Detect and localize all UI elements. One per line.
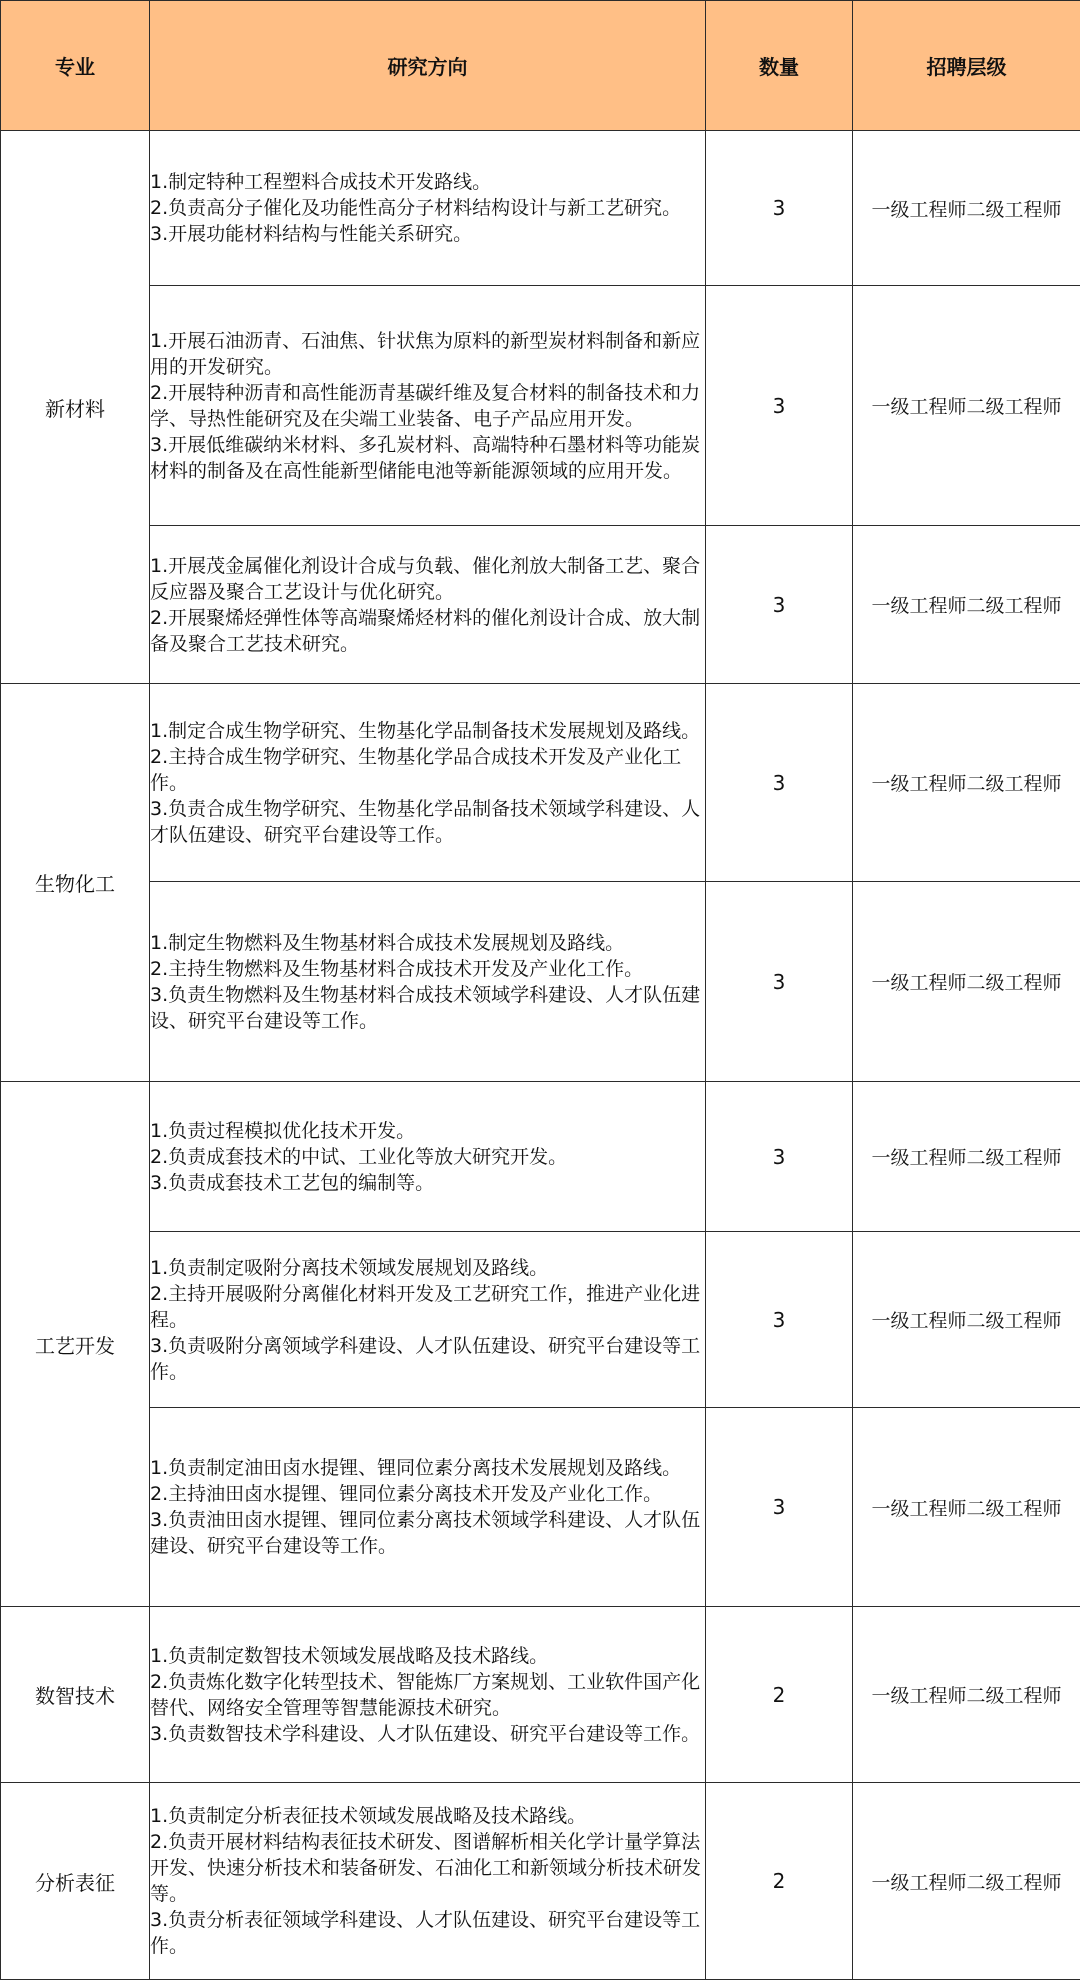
direction-line: 2.开展聚烯烃弹性体等高端聚烯烃材料的催化剂设计合成、放大制备及聚合工艺技术研究。 <box>150 606 701 655</box>
direction-cell <box>150 1082 706 1232</box>
count-cell: 3 <box>706 684 853 882</box>
direction-cell <box>150 684 706 882</box>
header-major: 专业 <box>1 1 150 131</box>
table-row <box>1 684 1080 882</box>
header-count: 数量 <box>706 1 853 131</box>
direction-line: 3.开展低维碳纳米材料、多孔炭材料、高端特种石墨材料等功能炭材料的制备及在高性能新型储能电池等新能源领域的应用开发。 <box>150 433 701 482</box>
direction-line: 3.开展功能材料结构与性能关系研究。 <box>150 223 473 245</box>
direction-line: 1.负责制定吸附分离技术领域发展规划及路线。 <box>150 1256 549 1279</box>
direction-line: 2.主持油田卤水提锂、锂同位素分离技术开发及产业化工作。 <box>150 1483 663 1505</box>
table-row <box>1 1232 1080 1408</box>
major-cell: 工艺开发 <box>1 1082 150 1607</box>
header-direction: 研究方向 <box>150 1 706 131</box>
major-cell: 生物化工 <box>1 684 150 1082</box>
table-row <box>1 1607 1080 1783</box>
count-cell: 3 <box>706 526 853 684</box>
table-row <box>1 526 1080 684</box>
count-cell: 3 <box>706 131 853 286</box>
direction-line: 1.制定特种工程塑料合成技术开发路线。 <box>150 171 492 193</box>
direction-line: 1.负责制定数智技术领域发展战略及技术路线。 <box>150 1644 549 1667</box>
count-cell: 2 <box>706 1783 853 1980</box>
direction-line: 3.负责成套技术工艺包的编制等。 <box>150 1171 435 1194</box>
level-cell: 一级工程师二级工程师 <box>853 1082 1080 1232</box>
direction-line: 1.制定合成生物学研究、生物基化学品制备技术发展规划及路线。 <box>150 719 701 742</box>
level-cell: 一级工程师二级工程师 <box>853 684 1080 882</box>
table-row <box>1 286 1080 526</box>
level-cell: 一级工程师二级工程师 <box>853 286 1080 526</box>
level-cell: 一级工程师二级工程师 <box>853 882 1080 1082</box>
count-cell: 3 <box>706 1082 853 1232</box>
direction-cell <box>150 526 706 684</box>
table-row <box>1 1783 1080 1980</box>
table-row <box>1 1082 1080 1232</box>
direction-cell <box>150 1232 706 1408</box>
direction-line: 1.负责过程模拟优化技术开发。 <box>150 1119 416 1142</box>
count-cell: 3 <box>706 882 853 1082</box>
direction-line: 1.开展茂金属催化剂设计合成与负载、催化剂放大制备工艺、聚合反应器及聚合工艺设计与优化研究。 <box>150 554 701 603</box>
direction-line: 2.负责成套技术的中试、工业化等放大研究开发。 <box>150 1145 568 1168</box>
header-row <box>1 1 1080 131</box>
direction-line: 3.负责油田卤水提锂、锂同位素分离技术领域学科建设、人才队伍建设、研究平台建设等工作。 <box>150 1509 701 1557</box>
table-body <box>1 131 1080 1980</box>
table-row <box>1 882 1080 1082</box>
count-cell: 3 <box>706 1232 853 1408</box>
header-level: 招聘层级 <box>853 1 1080 131</box>
direction-cell <box>150 1607 706 1783</box>
direction-line: 3.负责合成生物学研究、生物基化学品制备技术领域学科建设、人才队伍建设、研究平台建设等工作。 <box>150 797 701 846</box>
count-cell: 2 <box>706 1607 853 1783</box>
direction-line: 2.负责高分子催化及功能性高分子材料结构设计与新工艺研究。 <box>150 197 682 219</box>
direction-line: 3.负责生物燃料及生物基材料合成技术领域学科建设、人才队伍建设、研究平台建设等工作。 <box>150 983 701 1032</box>
direction-cell <box>150 1783 706 1980</box>
direction-line: 3.负责吸附分离领域学科建设、人才队伍建设、研究平台建设等工作。 <box>150 1334 701 1383</box>
major-cell: 数智技术 <box>1 1607 150 1783</box>
level-cell: 一级工程师二级工程师 <box>853 1783 1080 1980</box>
direction-line: 2.主持开展吸附分离催化材料开发及工艺研究工作，推进产业化进程。 <box>150 1282 701 1331</box>
direction-line: 3.负责数智技术学科建设、人才队伍建设、研究平台建设等工作。 <box>150 1722 701 1745</box>
direction-line: 2.主持生物燃料及生物基材料合成技术开发及产业化工作。 <box>150 957 644 980</box>
level-cell: 一级工程师二级工程师 <box>853 1607 1080 1783</box>
count-cell: 3 <box>706 286 853 526</box>
direction-line: 1.开展石油沥青、石油焦、针状焦为原料的新型炭材料制备和新应用的开发研究。 <box>150 329 701 378</box>
direction-line: 1.负责制定油田卤水提锂、锂同位素分离技术发展规划及路线。 <box>150 1457 682 1479</box>
level-cell: 一级工程师二级工程师 <box>853 131 1080 286</box>
direction-cell <box>150 1408 706 1607</box>
direction-cell <box>150 131 706 286</box>
level-cell: 一级工程师二级工程师 <box>853 526 1080 684</box>
count-cell: 3 <box>706 1408 853 1607</box>
major-cell: 分析表征 <box>1 1783 150 1980</box>
direction-line: 2.开展特种沥青和高性能沥青基碳纤维及复合材料的制备技术和力学、导热性能研究及在尖端工业装备、电子产品应用开发。 <box>150 381 701 430</box>
direction-line: 1.制定生物燃料及生物基材料合成技术发展规划及路线。 <box>150 931 625 954</box>
major-cell: 新材料 <box>1 131 150 684</box>
direction-cell <box>150 286 706 526</box>
direction-line: 1.负责制定分析表征技术领域发展战略及技术路线。 <box>150 1805 587 1827</box>
level-cell: 一级工程师二级工程师 <box>853 1408 1080 1607</box>
table-row <box>1 131 1080 286</box>
direction-line: 2.负责炼化数字化转型技术、智能炼厂方案规划、工业软件国产化替代、网络安全管理等智慧能源技术研究。 <box>150 1670 701 1719</box>
direction-line: 2.主持合成生物学研究、生物基化学品合成技术开发及产业化工作。 <box>150 745 682 794</box>
direction-line: 2.负责开展材料结构表征技术研发、图谱解析相关化学计量学算法开发、快速分析技术和装备研发、石油化工和新领域分析技术研发等。 <box>150 1831 702 1905</box>
direction-line: 3.负责分析表征领域学科建设、人才队伍建设、研究平台建设等工作。 <box>150 1909 701 1957</box>
level-cell: 一级工程师二级工程师 <box>853 1232 1080 1408</box>
direction-cell <box>150 882 706 1082</box>
table-row <box>1 1408 1080 1607</box>
